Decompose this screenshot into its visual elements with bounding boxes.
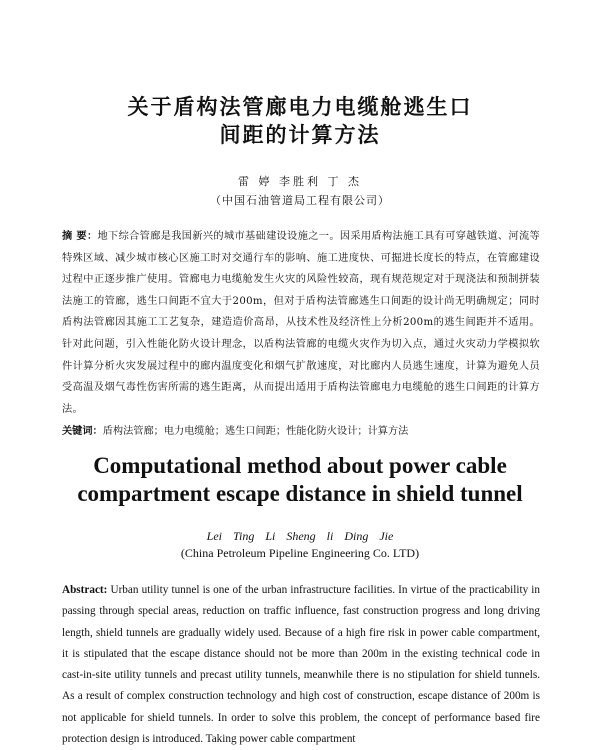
chinese-keywords-label: 关键词： xyxy=(62,426,103,437)
english-abstract-text: Urban utility tunnel is one of the urban infrastructure facilities. In virtue of the practicability in passing through special areas, reduction on traffic influence, fast construction progress and long driving length, shield tunnels are gradually widely used. Because of a high fire risk in power cable compartment, it is stipulated that the escape distance should not be more than 200m in the existing technical code in cast-in-site utility tunnels and precast utility tunnels, meanwhile there is no stipulation for shield tunnels. As a result of complex construction technology and high cost of construction, escape distance of 200m is not applicable for shield tunnels. In order to solve this problem, the concept of performance based fire protection design is introduced. Taking power cable compartment xyxy=(62,584,540,746)
chinese-title-line-1: 关于盾构法管廊电力电缆舱逃生口 xyxy=(127,95,473,119)
english-title-line-2: compartment escape distance in shield tunnel xyxy=(77,481,523,506)
chinese-keywords-text: 盾构法管廊；电力电缆舱；逃生口间距；性能化防火设计；计算方法 xyxy=(102,426,409,437)
english-abstract-label: Abstract: xyxy=(62,584,108,596)
chinese-abstract-label: 摘 要： xyxy=(62,231,98,242)
chinese-abstract-text: 地下综合管廊是我国新兴的城市基础建设设施之一。因采用盾构法施工具有可穿越铁道、河流等特殊区域、减少城市核心区施工时对交通行车的影响、施工进度快、可掘进长度长的特点，在管廊建设过程中正逐步推广使用。管廊电力电缆舱发生火灾的风险性较高，现有规范规定对于现浇法和预制拼装法施工的管廊，逃生口间距不宜大于200m，但对于盾构法管廊逃生口间距的设计尚无明确规定；同时盾构法管廊因其施工工艺复杂，建造造价高昂，从技术性及经济性上分析200m的逃生间距并不适用。针对此问题，引入性能化防火设计理念，以盾构法管廊的电缆火灾作为切入点，通过火灾动力学模拟软件计算分析火灾发展过程中的廊内温度变化和烟气扩散速度，对比廊内人员逃生速度，计算为避免人员受高温及烟气毒性伤害所需的逃生距离，从而提出适用于盾构法管廊电力电缆舱的逃生口间距的计算方法。 xyxy=(62,231,540,415)
chinese-keywords xyxy=(62,422,540,442)
chinese-authors: 雷 婷 李胜利 丁 杰 xyxy=(238,175,362,188)
english-title-line-1: Computational method about power cable xyxy=(93,453,507,478)
chinese-affiliation: （中国石油管道局工程有限公司） xyxy=(210,194,390,207)
english-authors: Lei Ting Li Sheng li Ding Jie xyxy=(206,529,394,543)
english-abstract xyxy=(62,580,540,750)
chinese-abstract xyxy=(62,226,540,420)
english-affiliation: (China Petroleum Pipeline Engineering Co. LTD) xyxy=(180,546,420,560)
chinese-title-line-2: 间距的计算方法 xyxy=(219,123,381,147)
